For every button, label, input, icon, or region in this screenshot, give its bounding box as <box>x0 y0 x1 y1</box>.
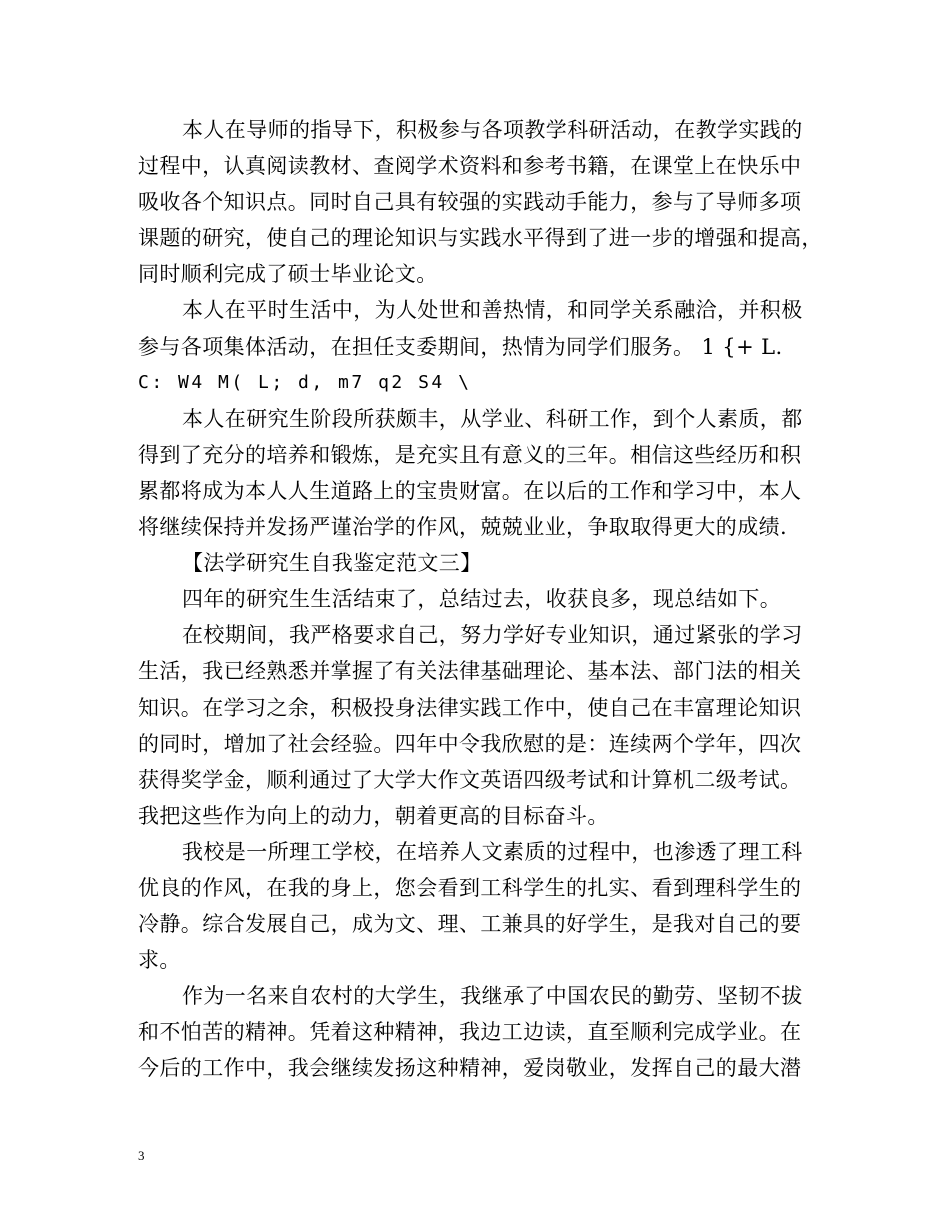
section-heading: 【法学研究生自我鉴定范文三】 <box>182 551 482 576</box>
text-line: 我把这些作为向上的动力，朝着更高的目标奋斗。 <box>138 803 609 828</box>
text-line: 我校是一所理工学校，在培养人文素质的过程中，也渗透了理工科 <box>182 839 803 864</box>
text-line: 今后的工作中，我会继续发扬这种精神，爱岗敬业，发挥自己的最大潜 <box>138 1056 802 1081</box>
text-line: 生活，我已经熟悉并掌握了有关法律基础理论、基本法、部门法的相关 <box>138 659 802 684</box>
page-number: 3 <box>138 1148 145 1163</box>
text-line: 将继续保持并发扬严谨治学的作风，兢兢业业，争取取得更大的成绩. <box>138 515 788 540</box>
text-line: 作为一名来自农村的大学生，我继承了中国农民的勤劳、坚韧不拔 <box>182 984 803 1009</box>
text-line: 四年的研究生生活结束了，总结过去，收获良多，现总结如下。 <box>182 587 782 612</box>
text-line: 吸收各个知识点。同时自己具有较强的实践动手能力，参与了导师多项 <box>138 190 802 215</box>
document-body <box>138 112 823 1087</box>
text-line: 累都将成为本人人生道路上的宝贵财富。在以后的工作和学习中，本人 <box>138 478 802 503</box>
text-line: 过程中，认真阅读教材、查阅学术资料和参考书籍，在课堂上在快乐中 <box>138 154 802 179</box>
text-line: 在校期间，我严格要求自己，努力学好专业知识，通过紧张的学习 <box>182 623 803 648</box>
text-line: 本人在平时生活中，为人处世和善热情，和同学关系融洽，并积极 <box>182 298 803 323</box>
text-line: 参与各项集体活动，在担任支委期间，热情为同学们服务。 1 {+ L. <box>138 334 783 359</box>
text-line: 的同时，增加了社会经验。四年中令我欣慰的是：连续两个学年，四次 <box>138 731 802 756</box>
text-line: 同时顺利完成了硕士毕业论文。 <box>138 262 438 287</box>
text-line: 本人在研究生阶段所获颇丰，从学业、科研工作，到个人素质，都 <box>182 406 803 431</box>
text-line: 本人在导师的指导下，积极参与各项教学科研活动，在教学实践的 <box>182 118 803 142</box>
text-line: 知识。在学习之余，积极投身法律实践工作中，使自己在丰富理论知识 <box>138 695 802 720</box>
garbled-text-line: C: W4 M( L; d, m7 q2 S4 \ <box>138 371 472 393</box>
text-line: 获得奖学金，顺利通过了大学大作文英语四级考试和计算机二级考试。 <box>138 767 802 792</box>
text-line: 优良的作风，在我的身上，您会看到工科学生的扎实、看到理科学生的 <box>138 875 802 900</box>
text-line: 和不怕苦的精神。凭着这种精神，我边工边读，直至顺利完成学业。在 <box>138 1020 802 1045</box>
text-line: 课题的研究，使自己的理论知识与实践水平得到了进一步的增强和提高， <box>138 226 823 251</box>
text-line: 得到了充分的培养和锻炼，是充实且有意义的三年。相信这些经历和积 <box>138 442 802 467</box>
text-line: 求。 <box>138 948 181 973</box>
text-line: 冷静。综合发展自己，成为文、理、工兼具的好学生，是我对自己的要 <box>138 912 802 937</box>
